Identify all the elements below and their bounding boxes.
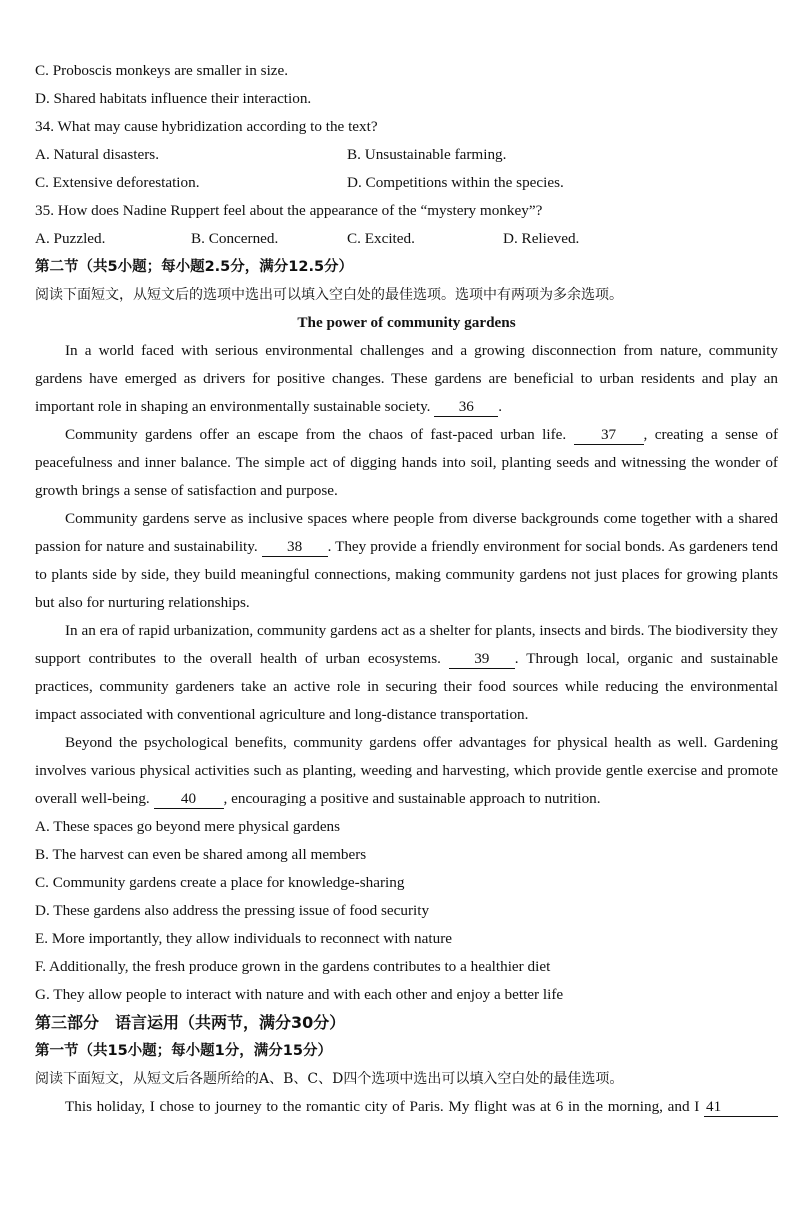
blank-40: 40: [154, 790, 224, 809]
q35-options: [35, 225, 778, 253]
paragraph-text: .: [498, 398, 503, 415]
q34-option-c: C. Extensive deforestation.: [35, 174, 200, 191]
option-a: A. These spaces go beyond mere physical gardens: [35, 818, 341, 835]
paragraph-5: [35, 729, 778, 813]
blank-36: 36: [434, 398, 498, 417]
paragraph-text: This holiday, I chose to journey to the romantic city of Paris. My flight was at 6 in the morning, and I: [65, 1098, 704, 1115]
part3-instruction: 阅读下面短文，从短文后各题所给的A、B、C、D四个选项中选出可以填入空白处的最佳选项。: [35, 1071, 624, 1087]
option-g: G. They allow people to interact with nature and with each other and enjoy a better life: [35, 986, 564, 1003]
option-f: F. Additionally, the fresh produce grown in the gardens contributes to a healthier diet: [35, 958, 551, 975]
q35-option-b: B. Concerned.: [191, 230, 279, 247]
q35-stem: 35. How does Nadine Ruppert feel about the appearance of the “mystery monkey”?: [35, 202, 543, 219]
paragraph-text: Community gardens offer an escape from the chaos of fast-paced urban life.: [65, 426, 574, 443]
paragraph-3: [35, 505, 778, 617]
blank-38: 38: [262, 538, 328, 557]
q35-option-a: A. Puzzled.: [35, 230, 106, 247]
q34-option-b: B. Unsustainable farming.: [347, 146, 507, 163]
paragraph-text: In a world faced with serious environmental challenges and a growing disconnection from nature, community gardens have emerged as drivers for positive changes. These gardens are beneficial to urban residents and play an important role in shaping an environmentally sustainable society.: [35, 342, 778, 415]
paragraph-4: [35, 617, 778, 729]
q33-option-c: C. Proboscis monkeys are smaller in size.: [35, 62, 289, 79]
paragraph-text: , creating a sense of peacefulness and inner balance. The simple act of digging hands into soil, planting seeds and witnessing the wonder of growth brings a sense of satisfaction and purpose.: [35, 426, 779, 499]
paragraph-text: . Through local, organic and sustainable practices, community gardeners take an active role in securing their food sources while reducing the environmental impact associated with conventional agriculture and long-distance transportation.: [35, 650, 778, 723]
section2-heading: 第二节（共5小题；每小题2.5分，满分12.5分）: [35, 259, 354, 275]
section2-instruction: 阅读下面短文，从短文后的选项中选出可以填入空白处的最佳选项。选项中有两项为多余选项。: [35, 287, 623, 303]
paragraph-text: . They provide a friendly environment for social bonds. As gardeners tend to plants side by side, they build meaningful connections, making community gardens not just places for growing plants but also for nurturing relationships.: [35, 538, 778, 611]
q35-option-c: C. Excited.: [347, 230, 415, 247]
q33-option-d: D. Shared habitats influence their interaction.: [35, 90, 312, 107]
option-b: B. The harvest can even be shared among all members: [35, 846, 367, 863]
q34-options-row2: [35, 169, 778, 197]
passage-title: The power of community gardens: [297, 314, 516, 331]
option-d: D. These gardens also address the pressing issue of food security: [35, 902, 430, 919]
q34-options-row1: [35, 141, 778, 169]
paragraph-1: [35, 337, 778, 421]
paragraph-text: , encouraging a positive and sustainable approach to nutrition.: [223, 790, 601, 807]
exam-page: [35, 57, 778, 1121]
blank-39: 39: [449, 650, 515, 669]
q34-stem: 34. What may cause hybridization according to the text?: [35, 118, 378, 135]
option-c: C. Community gardens create a place for knowledge-sharing: [35, 874, 405, 891]
part3-paragraph-1: [35, 1093, 778, 1121]
blank-41: 41: [704, 1098, 778, 1117]
option-e: E. More importantly, they allow individuals to reconnect with nature: [35, 930, 452, 947]
paragraph-2: [35, 421, 778, 505]
paragraph-text: Beyond the psychological benefits, community gardens offer advantages for physical health as well. Gardening involves various physical activities such as planting, weeding and harvesting, which provide gentle exercise and promote overall well-being.: [35, 734, 778, 807]
q34-option-a: A. Natural disasters.: [35, 146, 159, 163]
q35-option-d: D. Relieved.: [503, 230, 580, 247]
q34-option-d: D. Competitions within the species.: [347, 174, 564, 191]
paragraph-text: In an era of rapid urbanization, community gardens act as a shelter for plants, insects and birds. The biodiversity they support contributes to the overall health of urban ecosystems.: [35, 622, 778, 667]
part3-heading: 第三部分 语言运用（共两节，满分30分）: [35, 1013, 346, 1032]
blank-37: 37: [574, 426, 644, 445]
paragraph-text: Community gardens serve as inclusive spaces where people from diverse backgrounds come together with a shared passion for nature and sustainability.: [35, 510, 778, 555]
part3-section1-heading: 第一节（共15小题；每小题1分，满分15分）: [35, 1043, 332, 1059]
